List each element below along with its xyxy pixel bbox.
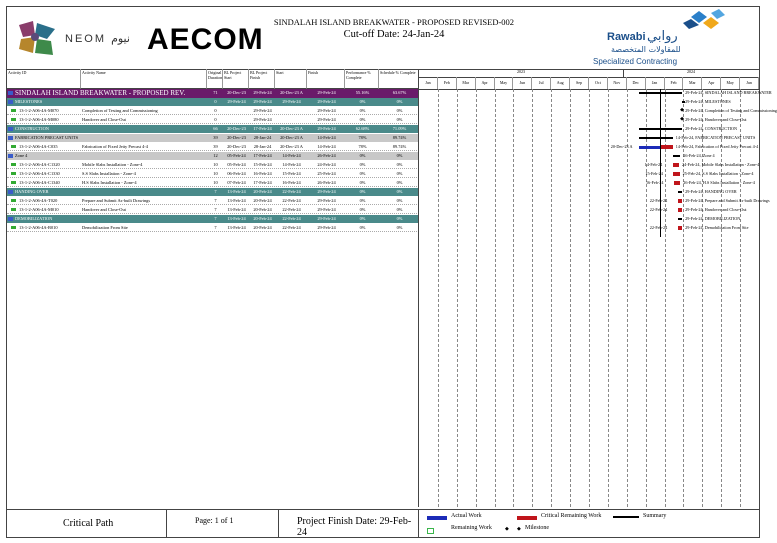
activity-row[interactable] xyxy=(7,179,419,187)
cell-sched: 89.74% xyxy=(392,144,407,149)
task-icon xyxy=(11,226,16,229)
cell-dur: 7 xyxy=(214,207,217,212)
cell-id xyxy=(7,161,81,169)
cell-dur: 0 xyxy=(214,117,217,122)
cell-dur: 10 xyxy=(213,162,218,167)
neom-text: NEOM نيوم xyxy=(65,33,130,45)
cell-dur: 39 xyxy=(213,135,218,140)
cell-perf: 0% xyxy=(359,198,366,203)
critical-bar xyxy=(660,145,673,149)
finish-date-label: Project Finish Date: 29-Feb-24 xyxy=(297,516,412,538)
legend-critical: Critical Remaining Work xyxy=(541,513,602,519)
cell-start: 20-Dec-23 A xyxy=(280,90,303,95)
legend-milestone: Milestone xyxy=(525,525,549,531)
cell-dur: 7 xyxy=(214,216,217,221)
cell-bls xyxy=(223,116,249,124)
cell-name xyxy=(81,98,207,106)
critical-bar xyxy=(674,181,680,185)
wbs-folder-icon xyxy=(8,217,13,221)
cell-bls: 20-Dec-23 xyxy=(227,90,246,95)
row-id-text: 13-1-2-A06-4A-M070 xyxy=(19,108,59,113)
cell-sched: 0% xyxy=(396,108,403,113)
wbs-folder-icon xyxy=(8,100,13,104)
activity-row[interactable] xyxy=(7,197,419,205)
cell-name xyxy=(81,134,207,142)
cell-start: 15-Feb-24 xyxy=(282,171,301,176)
cell-perf: 0% xyxy=(359,153,366,158)
wbs-folder-icon xyxy=(8,154,13,158)
col-bl-finish: BL Project Finish xyxy=(249,69,275,89)
neom-logo-icon xyxy=(15,19,59,59)
cell-blf: 20-Feb-24 xyxy=(253,216,272,221)
cell-name: Prepare and Submit As-built Drawings xyxy=(82,198,151,203)
cell-sched: 0% xyxy=(396,198,403,203)
page-label: Page: 1 of 1 xyxy=(195,516,234,525)
wbs-row[interactable] xyxy=(7,89,419,98)
legend xyxy=(421,510,751,538)
col-perf-complete: Performance % Complete xyxy=(345,69,379,89)
bar-label: 25-Feb-24, S.S Slabs Installation - Zone-4 xyxy=(682,171,754,176)
cell-start: 20-Dec-23 A xyxy=(280,135,303,140)
cell-finish: 25-Feb-24 xyxy=(317,171,336,176)
month-label: Sep xyxy=(570,77,589,89)
cell-sched: 0% xyxy=(396,216,403,221)
row-id-text: 13-1-2-A06-4A-T020 xyxy=(19,198,58,203)
wbs-row[interactable] xyxy=(7,125,419,133)
month-label: Feb xyxy=(438,77,457,89)
cell-blf: 17-Feb-24 xyxy=(253,126,272,131)
row-id-text: DEMOBILIZATION xyxy=(15,216,53,221)
row-id-text: 13-1-2-A06-4A-C035 xyxy=(19,144,58,149)
bar-label: 29-Feb-24, Prepare and Submit As-built Drawings xyxy=(685,198,770,203)
cell-finish: 24-Feb-24 xyxy=(317,162,336,167)
cell-name: Handover and Close-Out xyxy=(82,207,126,212)
task-icon xyxy=(11,163,16,166)
row-id-text: SINDALAH ISLAND BREAKWATER - PROPOSED REV. xyxy=(15,89,186,97)
cell-sched: 0% xyxy=(396,99,403,104)
activity-row[interactable] xyxy=(7,143,419,151)
cell-blf: 17-Feb-24 xyxy=(253,180,272,185)
cell-id xyxy=(7,206,81,214)
report-footer xyxy=(7,509,759,538)
cell-name: Mobile Slabs Installation - Zone-4 xyxy=(82,162,143,167)
cell-finish: 29-Feb-24 xyxy=(317,90,336,95)
bar-label: 29-Feb-24, CONSTRUCTION xyxy=(685,126,738,131)
summary-bar xyxy=(639,137,673,139)
rawabi-arabic-sub: للمقاولات المتخصصة xyxy=(611,45,681,54)
bar-label: 29-Feb-24, Demobilization From Site xyxy=(685,225,749,230)
bar-label: 24-Feb-24, Mobile Slabs Installation - Zone-4 xyxy=(682,162,760,167)
cell-blf: 20-Feb-24 xyxy=(253,198,272,203)
cell-start: 22-Feb-24 xyxy=(282,198,301,203)
cell-start: 29-Feb-24 xyxy=(282,99,301,104)
bar-start-label: 20-Dec-23 A xyxy=(610,144,633,149)
summary-bar xyxy=(673,155,681,157)
row-id-text: 13-1-2-A06-4A-M010 xyxy=(19,207,59,212)
cell-id xyxy=(7,197,81,205)
wbs-row[interactable] xyxy=(7,152,419,160)
row-id-text: 13-1-2-A06-4A-C1330 xyxy=(19,171,60,176)
month-label: Mar xyxy=(457,77,476,89)
col-activity-id: Activity ID xyxy=(7,69,81,89)
col-bl-start: BL Project Start xyxy=(223,69,249,89)
cell-dur: 10 xyxy=(213,180,218,185)
bar-start-label: 22-Feb-24 xyxy=(649,198,668,203)
cell-name: Demobilization From Site xyxy=(82,225,128,230)
row-id-text: 13-1-2-A06-4A-C1320 xyxy=(19,162,60,167)
cell-dur: 12 xyxy=(213,153,218,158)
cell-dur: 66 xyxy=(213,126,218,131)
legend-actual-swatch xyxy=(427,516,447,520)
cell-finish: 29-Feb-24 xyxy=(317,99,336,104)
cutoff-date: Cut-off Date: 24-Jan-24 xyxy=(343,29,445,40)
cell-blf: 28-Jan-24 xyxy=(253,144,272,149)
cell-perf: 0% xyxy=(359,99,366,104)
cell-start: 16-Feb-24 xyxy=(282,180,301,185)
bar-label: 14-Feb-24, FABRICATION PRECAST UNITS xyxy=(675,135,756,140)
footer-critical-cell xyxy=(7,510,167,538)
wbs-row[interactable] xyxy=(7,188,419,196)
cell-perf: 0% xyxy=(359,225,366,230)
cell-bls: 06-Feb-24 xyxy=(227,171,246,176)
task-icon xyxy=(11,181,16,184)
data-date-line xyxy=(660,89,661,237)
cell-perf: 0% xyxy=(359,117,366,122)
cell-blf: 29-Feb-24 xyxy=(253,90,272,95)
cell-bls: 29-Feb-24 xyxy=(227,99,246,104)
cell-finish: 26-Feb-24 xyxy=(317,180,336,185)
activity-row[interactable] xyxy=(7,116,419,124)
report-frame xyxy=(6,6,777,538)
cell-id xyxy=(7,188,81,196)
cell-blf: 28-Jan-24 xyxy=(253,135,272,140)
cell-finish: 29-Feb-24 xyxy=(317,198,336,203)
cell-blf: 20-Feb-24 xyxy=(253,225,272,230)
cell-name xyxy=(81,125,207,133)
month-label: Nov xyxy=(608,77,627,89)
task-icon xyxy=(11,109,16,112)
cell-id xyxy=(7,98,81,106)
row-id-text: CONSTRUCTION xyxy=(15,126,49,131)
col-start: Start xyxy=(275,69,307,89)
cell-bls: 20-Dec-23 xyxy=(227,126,246,131)
bar-label: 29-Feb-24, SINDALAH ISLAND BREAKWATER xyxy=(685,90,772,95)
bar-label: 29-Feb-24, HANDING OVER xyxy=(685,189,737,194)
bar-start-label: 16-Feb-24 xyxy=(646,180,664,185)
milestone-diamond-icon: ◆ xyxy=(680,108,685,113)
col-orig-duration: Original Duration xyxy=(207,69,223,89)
bar-label: 29-Feb-24, Completion of Testing and Commissioning xyxy=(685,108,777,113)
cell-start: 22-Feb-24 xyxy=(282,225,301,230)
row-id-text: HANDING OVER xyxy=(15,189,49,194)
cell-finish: 29-Feb-24 xyxy=(317,207,336,212)
cell-dur: 7 xyxy=(214,225,217,230)
cell-sched: 0% xyxy=(396,153,403,158)
footer-page-cell xyxy=(167,510,279,538)
aecom-logo: AECOM xyxy=(147,23,264,56)
legend-critical-swatch xyxy=(517,516,537,520)
rawabi-arabic: روابي xyxy=(647,29,678,44)
report-title: SINDALAH ISLAND BREAKWATER - PROPOSED REVISED-002 xyxy=(273,17,515,27)
bar-label: 29-Feb-24, Handover and Close-Out xyxy=(685,207,747,212)
task-icon xyxy=(11,208,16,211)
footer-finish-cell xyxy=(279,510,419,538)
task-icon xyxy=(11,145,16,148)
bar-start-label: 14-Feb-24 xyxy=(644,162,663,167)
cell-finish: 29-Feb-24 xyxy=(317,117,336,122)
critical-bar xyxy=(678,199,682,203)
row-id-text: 13-1-2-A06-4A-B010 xyxy=(19,225,58,230)
bar-label: 26-Feb-24, H.S Slabs Installation - Zone-4 xyxy=(683,180,755,185)
timeline-header xyxy=(419,69,759,90)
cell-id xyxy=(7,143,81,151)
cell-finish: 29-Feb-24 xyxy=(317,225,336,230)
cell-dur: 10 xyxy=(213,171,218,176)
cell-bls: 20-Dec-23 xyxy=(227,144,246,149)
month-label: Dec xyxy=(627,77,646,89)
cell-blf: 29-Feb-24 xyxy=(253,99,272,104)
cell-perf: 0% xyxy=(359,216,366,221)
title-block xyxy=(269,17,519,40)
month-label: Apr xyxy=(702,77,721,89)
col-finish: Finish xyxy=(307,69,345,89)
cell-sched: 71.09% xyxy=(392,126,407,131)
cell-id xyxy=(7,224,81,232)
actual-bar xyxy=(639,146,660,149)
cell-sched: 0% xyxy=(396,225,403,230)
cell-finish: 29-Feb-24 xyxy=(317,108,336,113)
cell-name: S.S Slabs Installation - Zone-4 xyxy=(82,171,136,176)
cell-name xyxy=(81,215,207,223)
cell-blf: 16-Feb-24 xyxy=(253,171,272,176)
cell-sched: 0% xyxy=(396,180,403,185)
cell-bls: 13-Feb-24 xyxy=(227,216,246,221)
summary-bar xyxy=(678,218,682,220)
legend-milestone-diamond-icon: ◆ xyxy=(517,527,521,532)
cell-sched: 0% xyxy=(396,117,403,122)
row-id-text: Zone 4 xyxy=(15,153,28,158)
cell-blf: 20-Feb-24 xyxy=(253,189,272,194)
month-label: Apr xyxy=(476,77,495,89)
bar-label: 29-Feb-24, DEMOBILIZATION xyxy=(685,216,741,221)
bar-label: 26-Feb-24, Zone 4 xyxy=(683,153,715,158)
cell-bls: 13-Feb-24 xyxy=(227,207,246,212)
legend-remaining-swatch xyxy=(427,528,434,534)
wbs-folder-icon xyxy=(8,91,13,95)
critical-bar xyxy=(678,226,682,230)
month-label: Jan xyxy=(646,77,665,89)
wbs-row[interactable] xyxy=(7,215,419,223)
month-label: Jun xyxy=(740,77,759,89)
cell-perf: 78% xyxy=(358,135,367,140)
month-label: Feb xyxy=(665,77,684,89)
task-icon xyxy=(11,199,16,202)
cell-perf: 0% xyxy=(359,108,366,113)
cell-sched: 63.67% xyxy=(392,90,407,95)
rawabi-subtitle: Specialized Contracting xyxy=(593,57,678,66)
activity-row[interactable] xyxy=(7,170,419,178)
milestone-diamond-icon: ◆ xyxy=(680,117,685,122)
task-icon xyxy=(11,118,16,121)
cell-perf: 55.16% xyxy=(355,90,370,95)
cell-blf: 29-Feb-24 xyxy=(253,117,272,122)
activity-row[interactable] xyxy=(7,161,419,169)
table-divider xyxy=(418,69,419,507)
cell-bls: 05-Feb-24 xyxy=(227,162,246,167)
cell-perf: 0% xyxy=(359,180,366,185)
cell-sched: 89.74% xyxy=(392,135,407,140)
bar-label: 29-Feb-24, MILESTONES xyxy=(685,99,731,104)
cell-finish: 14-Feb-24 xyxy=(317,144,336,149)
wbs-folder-icon xyxy=(8,127,13,131)
cell-sched: 0% xyxy=(396,189,403,194)
summary-bar xyxy=(678,191,682,193)
col-sched-complete: Schedule % Complete xyxy=(379,69,419,89)
wbs-folder-icon xyxy=(8,136,13,140)
row-id-text: 13-1-2-A06-4A-C1340 xyxy=(19,180,60,185)
legend-remaining: Remaining Work xyxy=(451,525,492,531)
cell-id xyxy=(7,89,207,97)
month-label: Mar xyxy=(683,77,702,89)
cell-bls: 13-Feb-24 xyxy=(227,189,246,194)
wbs-folder-icon xyxy=(8,190,13,194)
bar-label: 29-Feb-24, Handover and Close-Out xyxy=(685,117,747,122)
cell-start: 22-Feb-24 xyxy=(282,207,301,212)
cell-perf: 0% xyxy=(359,171,366,176)
year-2023: 2023 xyxy=(419,69,624,78)
cell-dur: 0 xyxy=(214,108,217,113)
cell-id xyxy=(7,215,81,223)
year-2024: 2024 xyxy=(623,69,759,78)
gantt-bars xyxy=(419,89,777,507)
critical-path-label: Critical Path xyxy=(63,518,114,529)
cell-perf: 62.68% xyxy=(355,126,370,131)
cell-name xyxy=(81,188,207,196)
cell-bls: 13-Feb-24 xyxy=(227,225,246,230)
cell-blf: 29-Feb-24 xyxy=(253,108,272,113)
cell-dur: 7 xyxy=(214,198,217,203)
cell-bls: 20-Dec-23 xyxy=(227,135,246,140)
cell-start: 22-Feb-24 xyxy=(282,216,301,221)
cell-start: 22-Feb-24 xyxy=(282,189,301,194)
cell-blf: 15-Feb-24 xyxy=(253,162,272,167)
cell-dur: 39 xyxy=(213,144,218,149)
cell-id xyxy=(7,134,81,142)
month-label: Aug xyxy=(551,77,570,89)
task-icon xyxy=(11,172,16,175)
month-row xyxy=(419,77,759,89)
cell-name: Completion of Testing and Commissioning xyxy=(82,108,158,113)
cell-finish: 29-Feb-24 xyxy=(317,126,336,131)
report-header xyxy=(7,7,759,70)
month-label: May xyxy=(721,77,740,89)
cell-start: 20-Dec-23 A xyxy=(280,144,303,149)
cell-dur: 0 xyxy=(214,99,217,104)
legend-summary-swatch xyxy=(613,516,639,518)
cell-perf: 0% xyxy=(359,207,366,212)
cell-id xyxy=(7,152,81,160)
critical-bar xyxy=(678,208,682,212)
cell-blf: 17-Feb-24 xyxy=(253,153,272,158)
legend-summary: Summary xyxy=(643,513,667,519)
month-label: May xyxy=(495,77,514,89)
cell-perf: 0% xyxy=(359,162,366,167)
cell-name xyxy=(81,152,207,160)
gantt-chart xyxy=(419,89,777,507)
legend-actual: Actual Work xyxy=(451,513,482,519)
cell-id xyxy=(7,116,81,124)
cell-sched: 0% xyxy=(396,207,403,212)
cell-finish: 26-Feb-24 xyxy=(317,153,336,158)
rawabi-name: Rawabi xyxy=(607,31,646,43)
cell-start: 14-Feb-24 xyxy=(282,153,301,158)
cell-name: Handover and Close-Out xyxy=(82,117,126,122)
cell-name: H.S Slabs Installation - Zone-4 xyxy=(82,180,137,185)
month-label: Oct xyxy=(589,77,608,89)
cell-id xyxy=(7,125,81,133)
cell-perf: 78% xyxy=(358,144,367,149)
wbs-row[interactable] xyxy=(7,134,419,142)
cell-start xyxy=(275,116,307,124)
cell-start xyxy=(275,107,307,115)
bar-start-label: 15-Feb-24 xyxy=(645,171,663,176)
cell-dur: 71 xyxy=(213,90,218,95)
cell-sched: 0% xyxy=(396,162,403,167)
month-label: Jan xyxy=(419,77,438,89)
cell-id xyxy=(7,107,81,115)
critical-bar xyxy=(673,163,679,167)
bar-start-label: 22-Feb-24 xyxy=(649,207,668,212)
row-id-text: MILESTONES xyxy=(15,99,43,104)
bar-label: 14-Feb-24, Fabrication of Fixed Jetty Precast 4-4 xyxy=(675,144,759,149)
cell-dur: 7 xyxy=(214,189,217,194)
activity-row[interactable] xyxy=(7,224,419,232)
cell-bls: 07-Feb-24 xyxy=(227,180,246,185)
cell-perf: 0% xyxy=(359,189,366,194)
cell-sched: 0% xyxy=(396,171,403,176)
bar-start-label: 22-Feb-24 xyxy=(649,225,668,230)
col-activity-name: Activity Name xyxy=(81,69,207,89)
activity-row[interactable] xyxy=(7,206,419,214)
cell-bls: 05-Feb-24 xyxy=(227,153,246,158)
activity-row[interactable] xyxy=(7,107,419,115)
wbs-row[interactable] xyxy=(7,98,419,106)
critical-bar xyxy=(673,172,679,176)
cell-bls: 13-Feb-24 xyxy=(227,198,246,203)
cell-blf: 20-Feb-24 xyxy=(253,207,272,212)
cell-start: 14-Feb-24 xyxy=(282,162,301,167)
cell-start: 20-Dec-23 A xyxy=(280,126,303,131)
month-label: Jun xyxy=(513,77,532,89)
cell-finish: 29-Feb-24 xyxy=(317,216,336,221)
cell-finish: 29-Feb-24 xyxy=(317,189,336,194)
cell-finish: 14-Feb-24 xyxy=(317,135,336,140)
cell-id xyxy=(7,170,81,178)
cell-name: Fabrication of Fixed Jetty Precast 4-4 xyxy=(82,144,148,149)
cell-id xyxy=(7,179,81,187)
row-id-text: FABRICATION PRECAST UNITS xyxy=(15,135,79,140)
legend-remaining-diamond-icon: ◆ xyxy=(505,527,509,532)
cell-bls xyxy=(223,107,249,115)
month-label: Jul xyxy=(532,77,551,89)
row-id-text: 13-1-2-A06-4A-M080 xyxy=(19,117,59,122)
